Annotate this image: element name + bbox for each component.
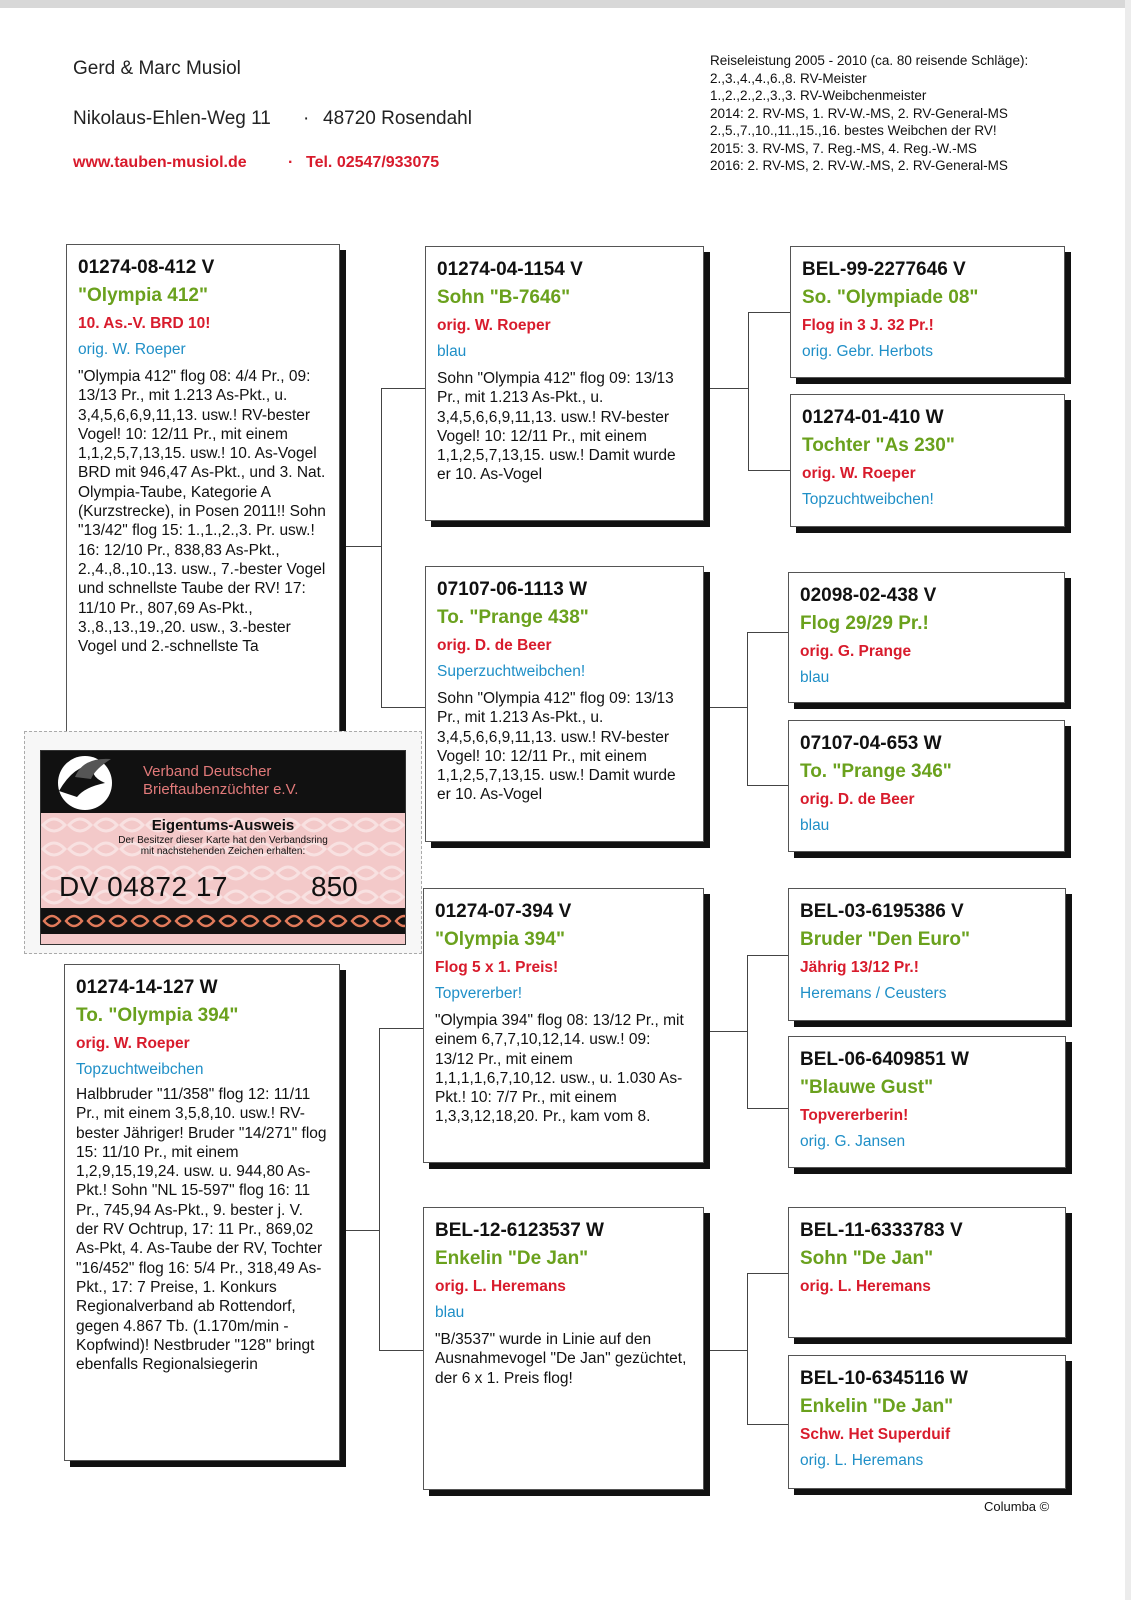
color: blau bbox=[800, 669, 830, 686]
street: Nikolaus-Ehlen-Weg 11 bbox=[73, 108, 271, 129]
card-title: Eigentums-Ausweis bbox=[151, 817, 295, 834]
pigeon-name: Tochter "As 230" bbox=[802, 435, 955, 456]
connector bbox=[747, 632, 748, 786]
ownership-card bbox=[24, 731, 422, 954]
website-link[interactable]: www.tauben-musiol.de bbox=[73, 154, 247, 171]
stats-line: 2016: 2. RV-MS, 2. RV-W.-MS, 2. RV-General-MS bbox=[710, 158, 1008, 173]
connector bbox=[748, 312, 790, 313]
pigeon-logo-icon bbox=[45, 753, 127, 811]
origin: orig. D. de Beer bbox=[800, 791, 915, 808]
ring-number: BEL-03-6195386 V bbox=[800, 901, 964, 922]
pedigree-card bbox=[788, 1036, 1066, 1168]
connector bbox=[379, 1350, 423, 1351]
pigeon-name: "Blauwe Gust" bbox=[800, 1077, 934, 1098]
connector bbox=[704, 707, 748, 708]
origin: orig. W. Roeper bbox=[437, 317, 551, 334]
ring-number: BEL-12-6123537 W bbox=[435, 1220, 604, 1241]
connector bbox=[704, 1350, 748, 1351]
pedigree-card bbox=[788, 572, 1065, 703]
pigeon-name: Flog 29/29 Pr.! bbox=[800, 613, 929, 634]
description: Sohn "Olympia 412" flog 09: 13/13 Pr., mit 1.213 As-Pkt., u. 3,4,5,6,6,9,11,13. usw.! RV-bester Vogel! 10: 12/11 Pr., mit einem 1,1,2,5,7,13,15. usw.! Damit wurde er 10. As-Vogel bbox=[437, 370, 676, 484]
pigeon-name: Sohn "B-7646" bbox=[437, 287, 571, 308]
connector bbox=[379, 1028, 380, 1351]
stats-line: 2.,3.,4.,4.,6.,8. RV-Meister bbox=[710, 70, 867, 86]
color: blau bbox=[437, 343, 467, 360]
ring-number: BEL-99-2277646 V bbox=[802, 259, 966, 280]
note: Topzuchtweibchen! bbox=[802, 491, 934, 508]
highlight: Schw. Het Superduif bbox=[800, 1426, 951, 1443]
ring-number: BEL-06-6409851 W bbox=[800, 1049, 969, 1070]
description: "Olympia 412" flog 08: 4/4 Pr., 09: 13/13 Pr., mit 1.213 As-Pkt., u. 3,4,5,6,6,9,11,13. usw.! RV-bester Vogel! 10: 12/11 Pr., mit einem 1,1,2,5,7,13,15. usw.! 10. As-Vogel BRD mit 946,47 As-Pkt., und 3. Nat. Olympia-Taube, Kategorie A (Kurzstrecke), in Posen 2011!! Sohn "13/42" flog 15: 1.,1.,2.,3. Pr. usw.! 16: 12/10 Pr., 838,83 As-Pkt., 2.,4.,8.,10.,13. usw., 7.-bester Vogel und schnellste Taube der RV! 17: 11/10 Pr., 807,69 As-Pkt., 3.,8.,13.,19.,20. usw., 3.-bester Vogel und 2.-schnellste Ta bbox=[78, 368, 326, 656]
connector bbox=[379, 1028, 423, 1029]
ring-code: 850 bbox=[311, 871, 358, 902]
connector bbox=[340, 1230, 380, 1231]
pedigree-card-dam bbox=[64, 964, 340, 1461]
pedigree-card bbox=[790, 246, 1065, 378]
pedigree-card bbox=[423, 888, 704, 1163]
city: 48720 Rosendahl bbox=[323, 108, 472, 129]
connector bbox=[704, 1031, 748, 1032]
phone-number: Tel. 02547/933075 bbox=[306, 154, 440, 171]
stats-line: Reiseleistung 2005 - 2010 (ca. 80 reisende Schläge): bbox=[710, 53, 1029, 68]
pedigree-card bbox=[788, 1207, 1066, 1338]
connector bbox=[748, 470, 790, 471]
pigeon-name: Enkelin "De Jan" bbox=[800, 1396, 954, 1417]
connector bbox=[747, 632, 790, 633]
connector bbox=[747, 955, 790, 956]
origin: orig. L. Heremans bbox=[800, 1278, 931, 1295]
pedigree-card bbox=[790, 394, 1065, 527]
origin: orig. Gebr. Herbots bbox=[802, 343, 933, 360]
band-ornament bbox=[41, 908, 405, 934]
ownership-card-face bbox=[40, 750, 406, 945]
card-bottom-band bbox=[41, 908, 405, 934]
connector bbox=[381, 388, 425, 389]
note: Topzuchtweibchen bbox=[76, 1061, 204, 1078]
ring-number: BEL-10-6345116 W bbox=[800, 1368, 968, 1389]
origin: orig. L. Heremans bbox=[435, 1278, 566, 1295]
stats-line: 2.,5.,7.,10.,11.,15.,16. bestes Weibchen der RV! bbox=[710, 123, 997, 138]
ring-number: 01274-08-412 V bbox=[78, 257, 215, 278]
ring-number: 07107-06-1113 W bbox=[437, 579, 588, 600]
performance-stats bbox=[710, 52, 1028, 175]
address-separator: · bbox=[303, 108, 310, 129]
color: blau bbox=[435, 1304, 465, 1321]
stats-line: 2014: 2. RV-MS, 1. RV-W.-MS, 2. RV-General-MS bbox=[710, 105, 1008, 121]
org-line: Verband Deutscher bbox=[143, 763, 272, 780]
stats-line: 1.,2.,2.,2.,3.,3. RV-Weibchenmeister bbox=[710, 88, 927, 103]
subtitle-line: mit nachstehenden Zeichen erhalten: bbox=[140, 846, 306, 857]
pigeon-name: "Olympia 412" bbox=[78, 285, 208, 306]
card-subtitle bbox=[41, 835, 405, 857]
connector bbox=[747, 1108, 790, 1109]
phone-separator: · bbox=[288, 154, 294, 171]
ring-registration-number: DV 04872 17 bbox=[59, 871, 228, 902]
connector bbox=[747, 1273, 748, 1425]
pigeon-name: "Olympia 394" bbox=[435, 929, 565, 950]
connector bbox=[747, 1424, 790, 1425]
ring-number: 07107-04-653 W bbox=[800, 733, 942, 754]
pedigree-card-main bbox=[66, 244, 340, 736]
highlight: Jährig 13/12 Pr.! bbox=[800, 959, 919, 976]
pigeon-name: Bruder "Den Euro" bbox=[800, 929, 971, 950]
description: Halbbruder "11/358" flog 12: 11/11 Pr., mit einem 3,5,8,10. usw.! RV-bester Jähriger! Bruder "14/271" flog 15: 11/10 Pr., mit einem 1,2,9,15,19,24. usw. u. 944,80 As-Pkt.! Sohn "NL 15-597" flog 16: 11 Pr., 745,94 As-Pkt., 9. bester j. V. der RV Ochtrup, 17: 11 Pr., 869,02 As-Pkt, 4. As-Taube der RV, Tochter "16/452" flog 16: 5/4 Pr., 318,49 As-Pkt., 17: 7 Preise, 1. Konkurs Regionalverband ab Rottendorf, gegen 4.867 Tb. (1.170m/min - Kopfwind)! Nestbruder "128" bringt ebenfalls Regionalsiegerin bbox=[76, 1086, 327, 1374]
description: "B/3537" wurde in Linie auf den Ausnahmevogel "De Jan" gezüchtet, der 6 x 1. Preis flog! bbox=[435, 1331, 687, 1387]
color: blau bbox=[800, 817, 830, 834]
highlight: 10. As.-V. BRD 10! bbox=[78, 315, 211, 332]
pigeon-name: To. "Prange 438" bbox=[437, 607, 589, 628]
ring-number: 02098-02-438 V bbox=[800, 585, 937, 606]
highlight: Topvererberin! bbox=[800, 1107, 909, 1124]
ring-number: 01274-14-127 W bbox=[76, 977, 218, 998]
connector bbox=[381, 707, 425, 708]
org-line: Brieftaubenzüchter e.V. bbox=[143, 781, 299, 798]
right-edge bbox=[1125, 0, 1131, 1600]
ring-number: 01274-07-394 V bbox=[435, 901, 572, 922]
pigeon-name: So. "Olympiade 08" bbox=[802, 287, 979, 308]
pedigree-card bbox=[788, 888, 1066, 1021]
origin: orig. D. de Beer bbox=[437, 637, 552, 654]
pedigree-card bbox=[423, 1207, 704, 1490]
note: Topvererber! bbox=[435, 985, 523, 1002]
breeder-names: Gerd & Marc Musiol bbox=[73, 58, 241, 79]
origin: orig. W. Roeper bbox=[76, 1035, 190, 1052]
pedigree-card bbox=[788, 720, 1065, 852]
top-border bbox=[0, 0, 1131, 8]
connector bbox=[747, 1273, 790, 1274]
pedigree-card bbox=[788, 1355, 1066, 1489]
highlight: Flog 5 x 1. Preis! bbox=[435, 959, 559, 976]
origin: orig. W. Roeper bbox=[78, 341, 186, 358]
origin: Heremans / Ceusters bbox=[800, 985, 947, 1002]
connector bbox=[381, 388, 382, 708]
pigeon-name: To. "Prange 346" bbox=[800, 761, 952, 782]
pigeon-name: To. "Olympia 394" bbox=[76, 1005, 239, 1026]
origin: orig. W. Roeper bbox=[802, 465, 916, 482]
origin: orig. G. Jansen bbox=[800, 1133, 906, 1150]
pigeon-name: Sohn "De Jan" bbox=[800, 1248, 934, 1269]
connector bbox=[747, 785, 790, 786]
pedigree-card bbox=[425, 566, 704, 842]
org-name bbox=[143, 763, 298, 799]
origin: orig. L. Heremans bbox=[800, 1452, 924, 1469]
connector bbox=[704, 388, 749, 389]
stats-line: 2015: 3. RV-MS, 7. Reg.-MS, 4. Reg.-W.-MS bbox=[710, 140, 977, 156]
pedigree-card bbox=[425, 246, 704, 521]
description: "Olympia 394" flog 08: 13/12 Pr., mit einem 6,7,7,10,12,14. usw.! 09: 13/12 Pr., mit einem 1,1,1,1,6,7,10,12. usw., u. 1.030 As-Pkt.! 10: 7/7 Pr., mit einem 1,3,3,12,18,20. Pr., kam vom 8. bbox=[435, 1012, 684, 1126]
pigeon-name: Enkelin "De Jan" bbox=[435, 1248, 589, 1269]
copyright-footer: Columba © bbox=[984, 1499, 1050, 1514]
origin: orig. G. Prange bbox=[800, 643, 912, 660]
description: Sohn "Olympia 412" flog 09: 13/13 Pr., mit 1.213 As-Pkt., u. 3,4,5,6,6,9,11,13. usw.! RV-bester Vogel! 10: 12/11 Pr., mit einem 1,1,2,5,7,13,15. usw.! Damit wurde er 10. As-Vogel bbox=[437, 690, 676, 804]
note: Superzuchtweibchen! bbox=[437, 663, 586, 680]
ring-number: 01274-01-410 W bbox=[802, 407, 944, 428]
connector bbox=[748, 312, 749, 471]
highlight: Flog in 3 J. 32 Pr.! bbox=[802, 317, 934, 334]
ring-number: BEL-11-6333783 V bbox=[800, 1220, 963, 1241]
connector bbox=[747, 955, 748, 1109]
connector bbox=[340, 546, 382, 547]
subtitle-line: Der Besitzer dieser Karte hat den Verbandsring bbox=[118, 835, 328, 846]
ring-number: 01274-04-1154 V bbox=[437, 259, 583, 280]
